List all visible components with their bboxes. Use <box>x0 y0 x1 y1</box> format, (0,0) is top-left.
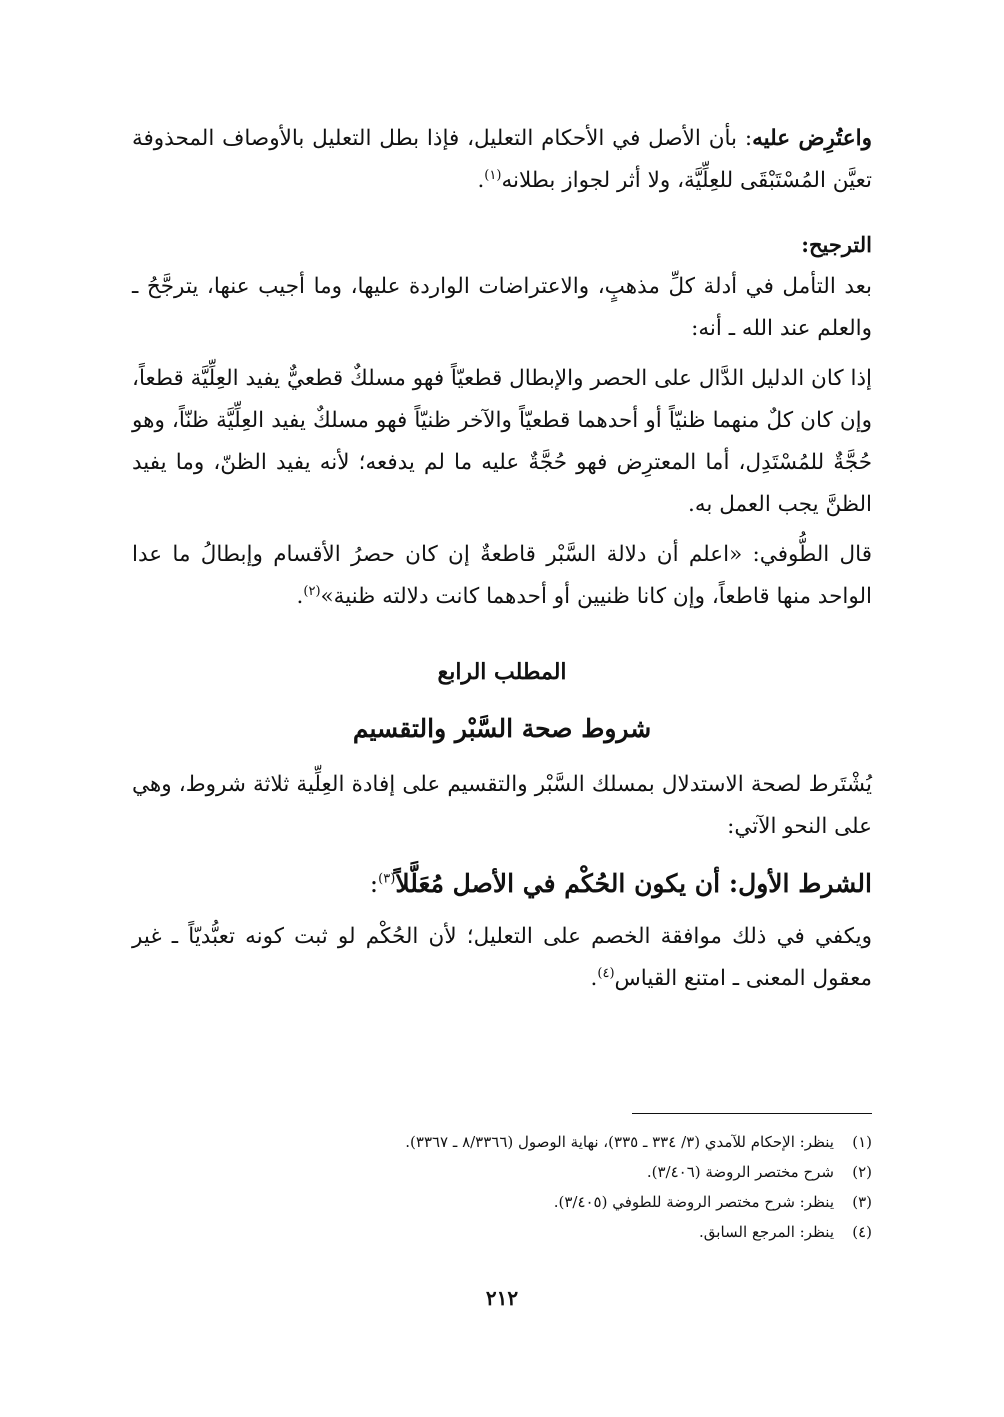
footnote-text: ينظر: شرح مختصر الروضة للطوفي (٣/٤٠٥). <box>553 1193 834 1211</box>
footnote-item <box>132 1127 872 1157</box>
tarjih-heading: الترجيح: <box>801 232 872 257</box>
footnote-ref-2[interactable]: (٢) <box>303 583 321 599</box>
footnote-text: ينظر: الإحكام للآمدي (٣/ ٣٣٤ ـ ٣٣٥)، نهاية الوصول (٨/٣٣٦٦ ـ ٣٣٦٧). <box>405 1133 834 1151</box>
footnote-separator <box>632 1113 872 1114</box>
condition-one-body-text: ويكفي في ذلك موافقة الخصم على التعليل؛ لأن الحُكْم لو ثبت كونه تعبُّديّاً ـ غير معقول المعنى ـ امتنع القياس <box>132 924 872 991</box>
condition-one-body-end: . <box>590 966 598 991</box>
tufi-quote-end: . <box>296 584 304 609</box>
footnote-ref-1[interactable]: (١) <box>484 167 502 183</box>
conditions-intro-paragraph: يُشْتَرط لصحة الاستدلال بمسلك السَّبْر والتقسيم على إفادة العِلِّية ثلاثة شروط، وهي على النحو الآتي: <box>132 772 872 839</box>
condition-one-text: : أن يكون الحُكْم في الأصل مُعَلَّلاً <box>395 869 739 898</box>
condition-one-end: : <box>369 869 379 898</box>
tufi-quote-paragraph <box>132 534 872 618</box>
tufi-quote-text: قال الطُّوفي: «اعلم أن دلالة السَّبْر قاطعةٌ إن كان حصرُ الأقسام وإبطالُ ما عدا الواحد منها قاطعاً، وإن كانا ظنيين أو أحدهما كانت دلالته ظنية» <box>132 542 872 609</box>
tarjih-body-paragraph: إذا كان الدليل الدَّال على الحصر والإبطال قطعيّاً فهو مسلكٌ قطعيٌّ يفيد العِلِّيَّة قطعاً، وإن كان كلٌ منهما ظنيّاً أو أحدهما قطعيّاً والآخر ظنيّاً فهو مسلكٌ يفيد العِلِّيَّة ظنّاً، وهو حُجَّةٌ للمُسْتَدِل، أما المعترِض فهو حُجَّةٌ عليه ما لم يدفعه؛ لأنه يفيد الظنّ، وما يفيد الظنَّ يجب العمل به. <box>132 366 872 517</box>
tarjih-intro-paragraph: بعد التأمل في أدلة كلِّ مذهبٍ، والاعتراضات الواردة عليها، وما أجيب عنها، يترجَّحُ ـ والعلم عند الله ـ أنه: <box>132 274 872 341</box>
objection-text: : بأن الأصل في الأحكام التعليل، فإذا بطل التعليل بالأوصاف المحذوفة تعيَّن المُسْتَبْقَى للعِلِّيَّة، ولا أثر لجواز بطلانه <box>132 126 872 193</box>
condition-one-title <box>132 858 872 910</box>
footnote-item <box>132 1157 872 1187</box>
objection-lead: واعتُرِض عليه <box>752 126 872 151</box>
section-title: المطلب الرابع <box>437 659 567 685</box>
footnote-ref-3[interactable]: (٣) <box>378 871 396 887</box>
footnotes-list <box>132 1127 872 1247</box>
footnote-item <box>132 1217 872 1247</box>
condition-one-body <box>132 916 872 1000</box>
footnote-number: (٣) <box>852 1193 872 1211</box>
page-body <box>132 118 872 1000</box>
footnote-number: (٢) <box>852 1163 872 1181</box>
footnote-text: ينظر: المرجع السابق. <box>699 1223 834 1241</box>
footnote-number: (١) <box>852 1133 872 1151</box>
condition-one-label: الشرط الأول <box>738 869 872 898</box>
objection-end: . <box>477 168 485 193</box>
footnote-ref-4[interactable]: (٤) <box>597 965 615 981</box>
footnote-item <box>132 1187 872 1217</box>
page-number: ٢١٢ <box>485 1286 519 1310</box>
objection-paragraph <box>132 118 872 202</box>
footnote-text: شرح مختصر الروضة (٣/٤٠٦). <box>646 1163 834 1181</box>
footnote-number: (٤) <box>852 1223 872 1241</box>
section-subtitle: شروط صحة السَّبْر والتقسيم <box>352 714 652 743</box>
